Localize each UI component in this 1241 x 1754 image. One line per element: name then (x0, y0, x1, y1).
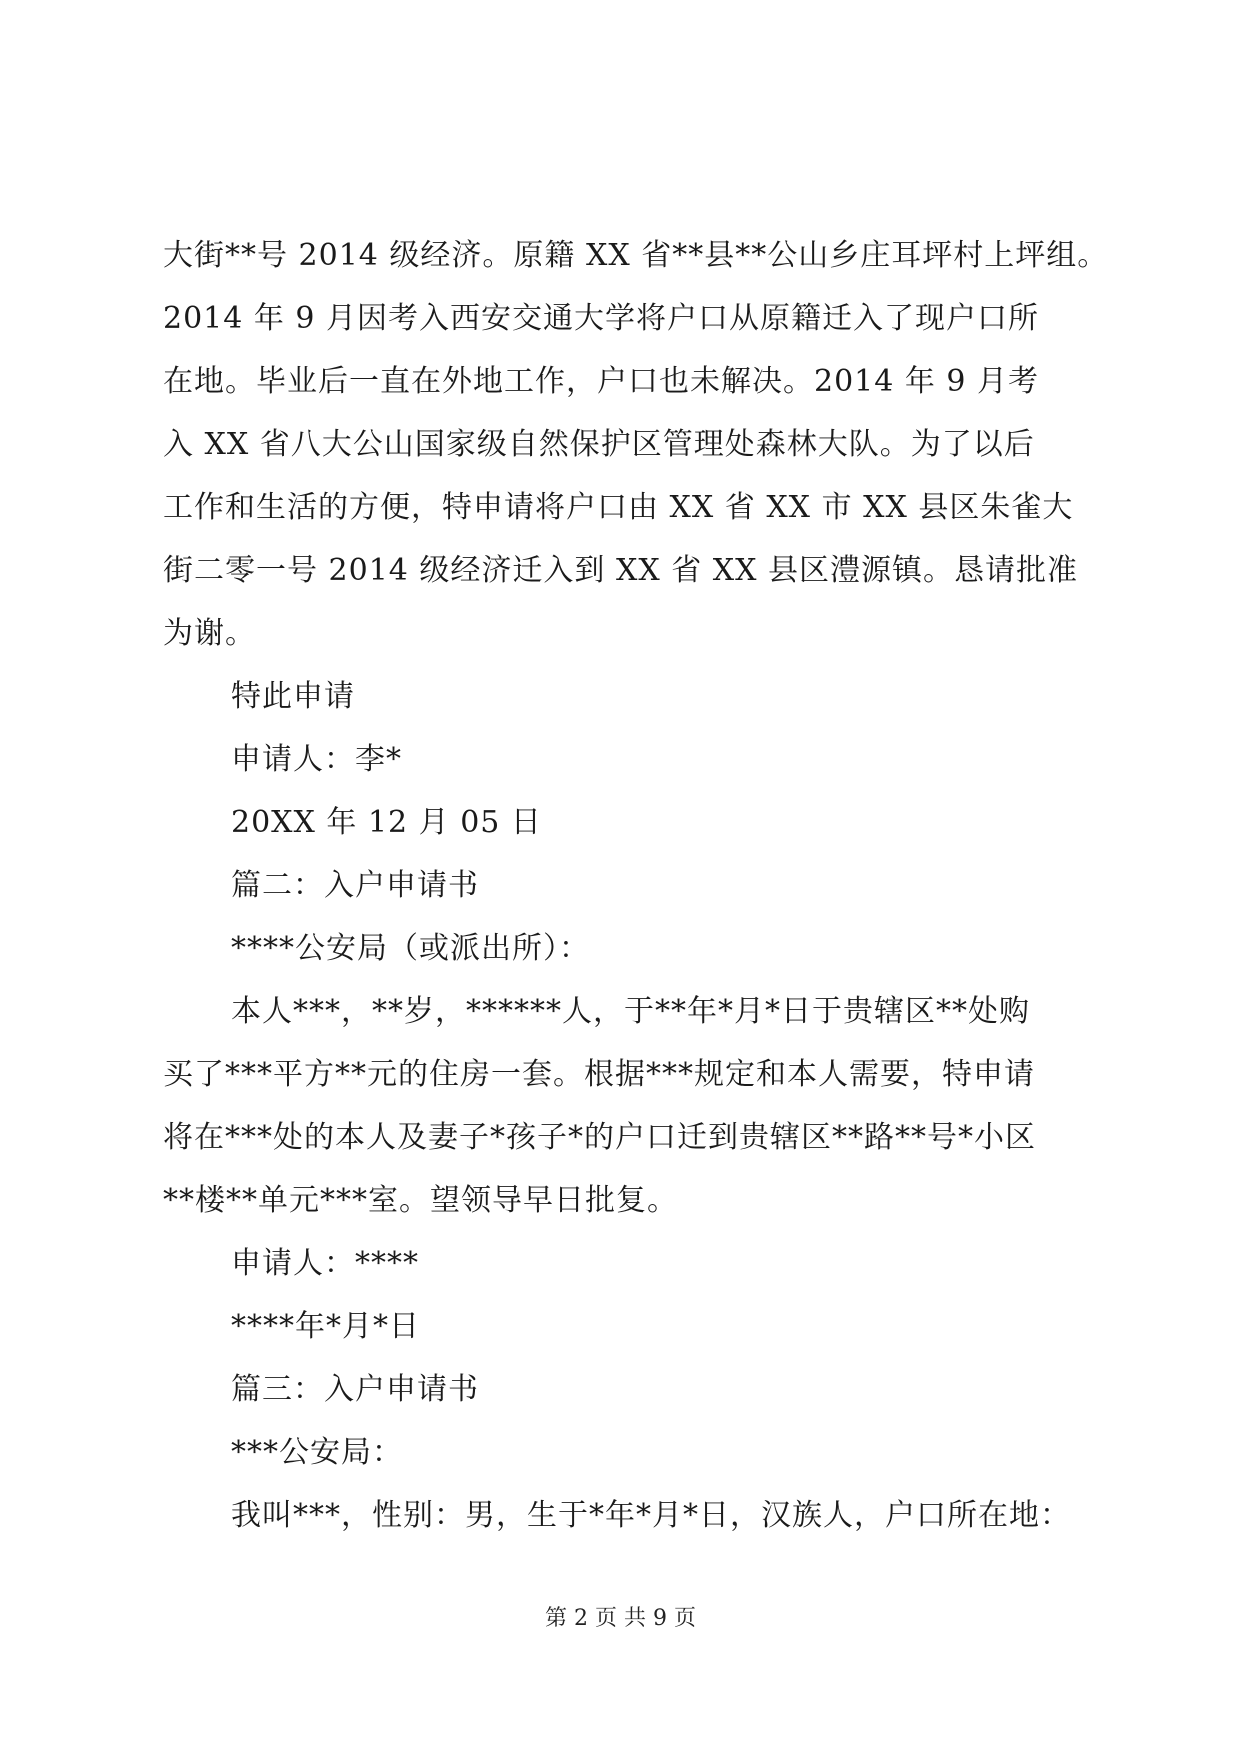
body-line: 入 XX 省八大公山国家级自然保护区管理处森林大队。为了以后 (163, 427, 1035, 462)
section-heading: 篇二：入户申请书 (231, 868, 479, 903)
addressee-line: ****公安局（或派出所）： (231, 931, 590, 966)
section-heading: 篇三：入户申请书 (231, 1372, 479, 1407)
addressee-line: ***公安局： (231, 1435, 403, 1470)
closing-phrase: 特此申请 (231, 679, 355, 714)
date-line: 20XX 年 12 月 05 日 (231, 805, 542, 840)
body-line: 街二零一号 2014 级经济迁入到 XX 省 XX 县区澧源镇。恳请批准 (163, 553, 1078, 588)
body-line: 我叫***，性别：男，生于*年*月*日，汉族人，户口所在地： (231, 1498, 1071, 1533)
body-line: 大街**号 2014 级经济。原籍 XX 省**县**公山乡庄耳坪村上坪组。 (163, 238, 1109, 273)
body-line: 在地。毕业后一直在外地工作，户口也未解决。2014 年 9 月考 (163, 364, 1040, 399)
body-line: 为谢。 (163, 616, 256, 651)
date-line: ****年*月*日 (231, 1309, 420, 1344)
page-number-footer: 第 2 页 共 9 页 (545, 1606, 696, 1631)
body-line: 2014 年 9 月因考入西安交通大学将户口从原籍迁入了现户口所 (163, 301, 1040, 336)
body-line: 买了***平方**元的住房一套。根据***规定和本人需要，特申请 (163, 1057, 1035, 1092)
applicant-line: 申请人：李* (231, 742, 402, 777)
body-line: **楼**单元***室。望领导早日批复。 (163, 1183, 678, 1218)
applicant-line: 申请人：**** (231, 1246, 419, 1281)
body-line: 将在***处的本人及妻子*孩子*的户口迁到贵辖区**路**号*小区 (163, 1120, 1036, 1155)
body-line: 本人***，**岁，******人，于**年*月*日于贵辖区**处购 (231, 994, 1030, 1029)
body-line: 工作和生活的方便，特申请将户口由 XX 省 XX 市 XX 县区朱雀大 (163, 490, 1074, 525)
